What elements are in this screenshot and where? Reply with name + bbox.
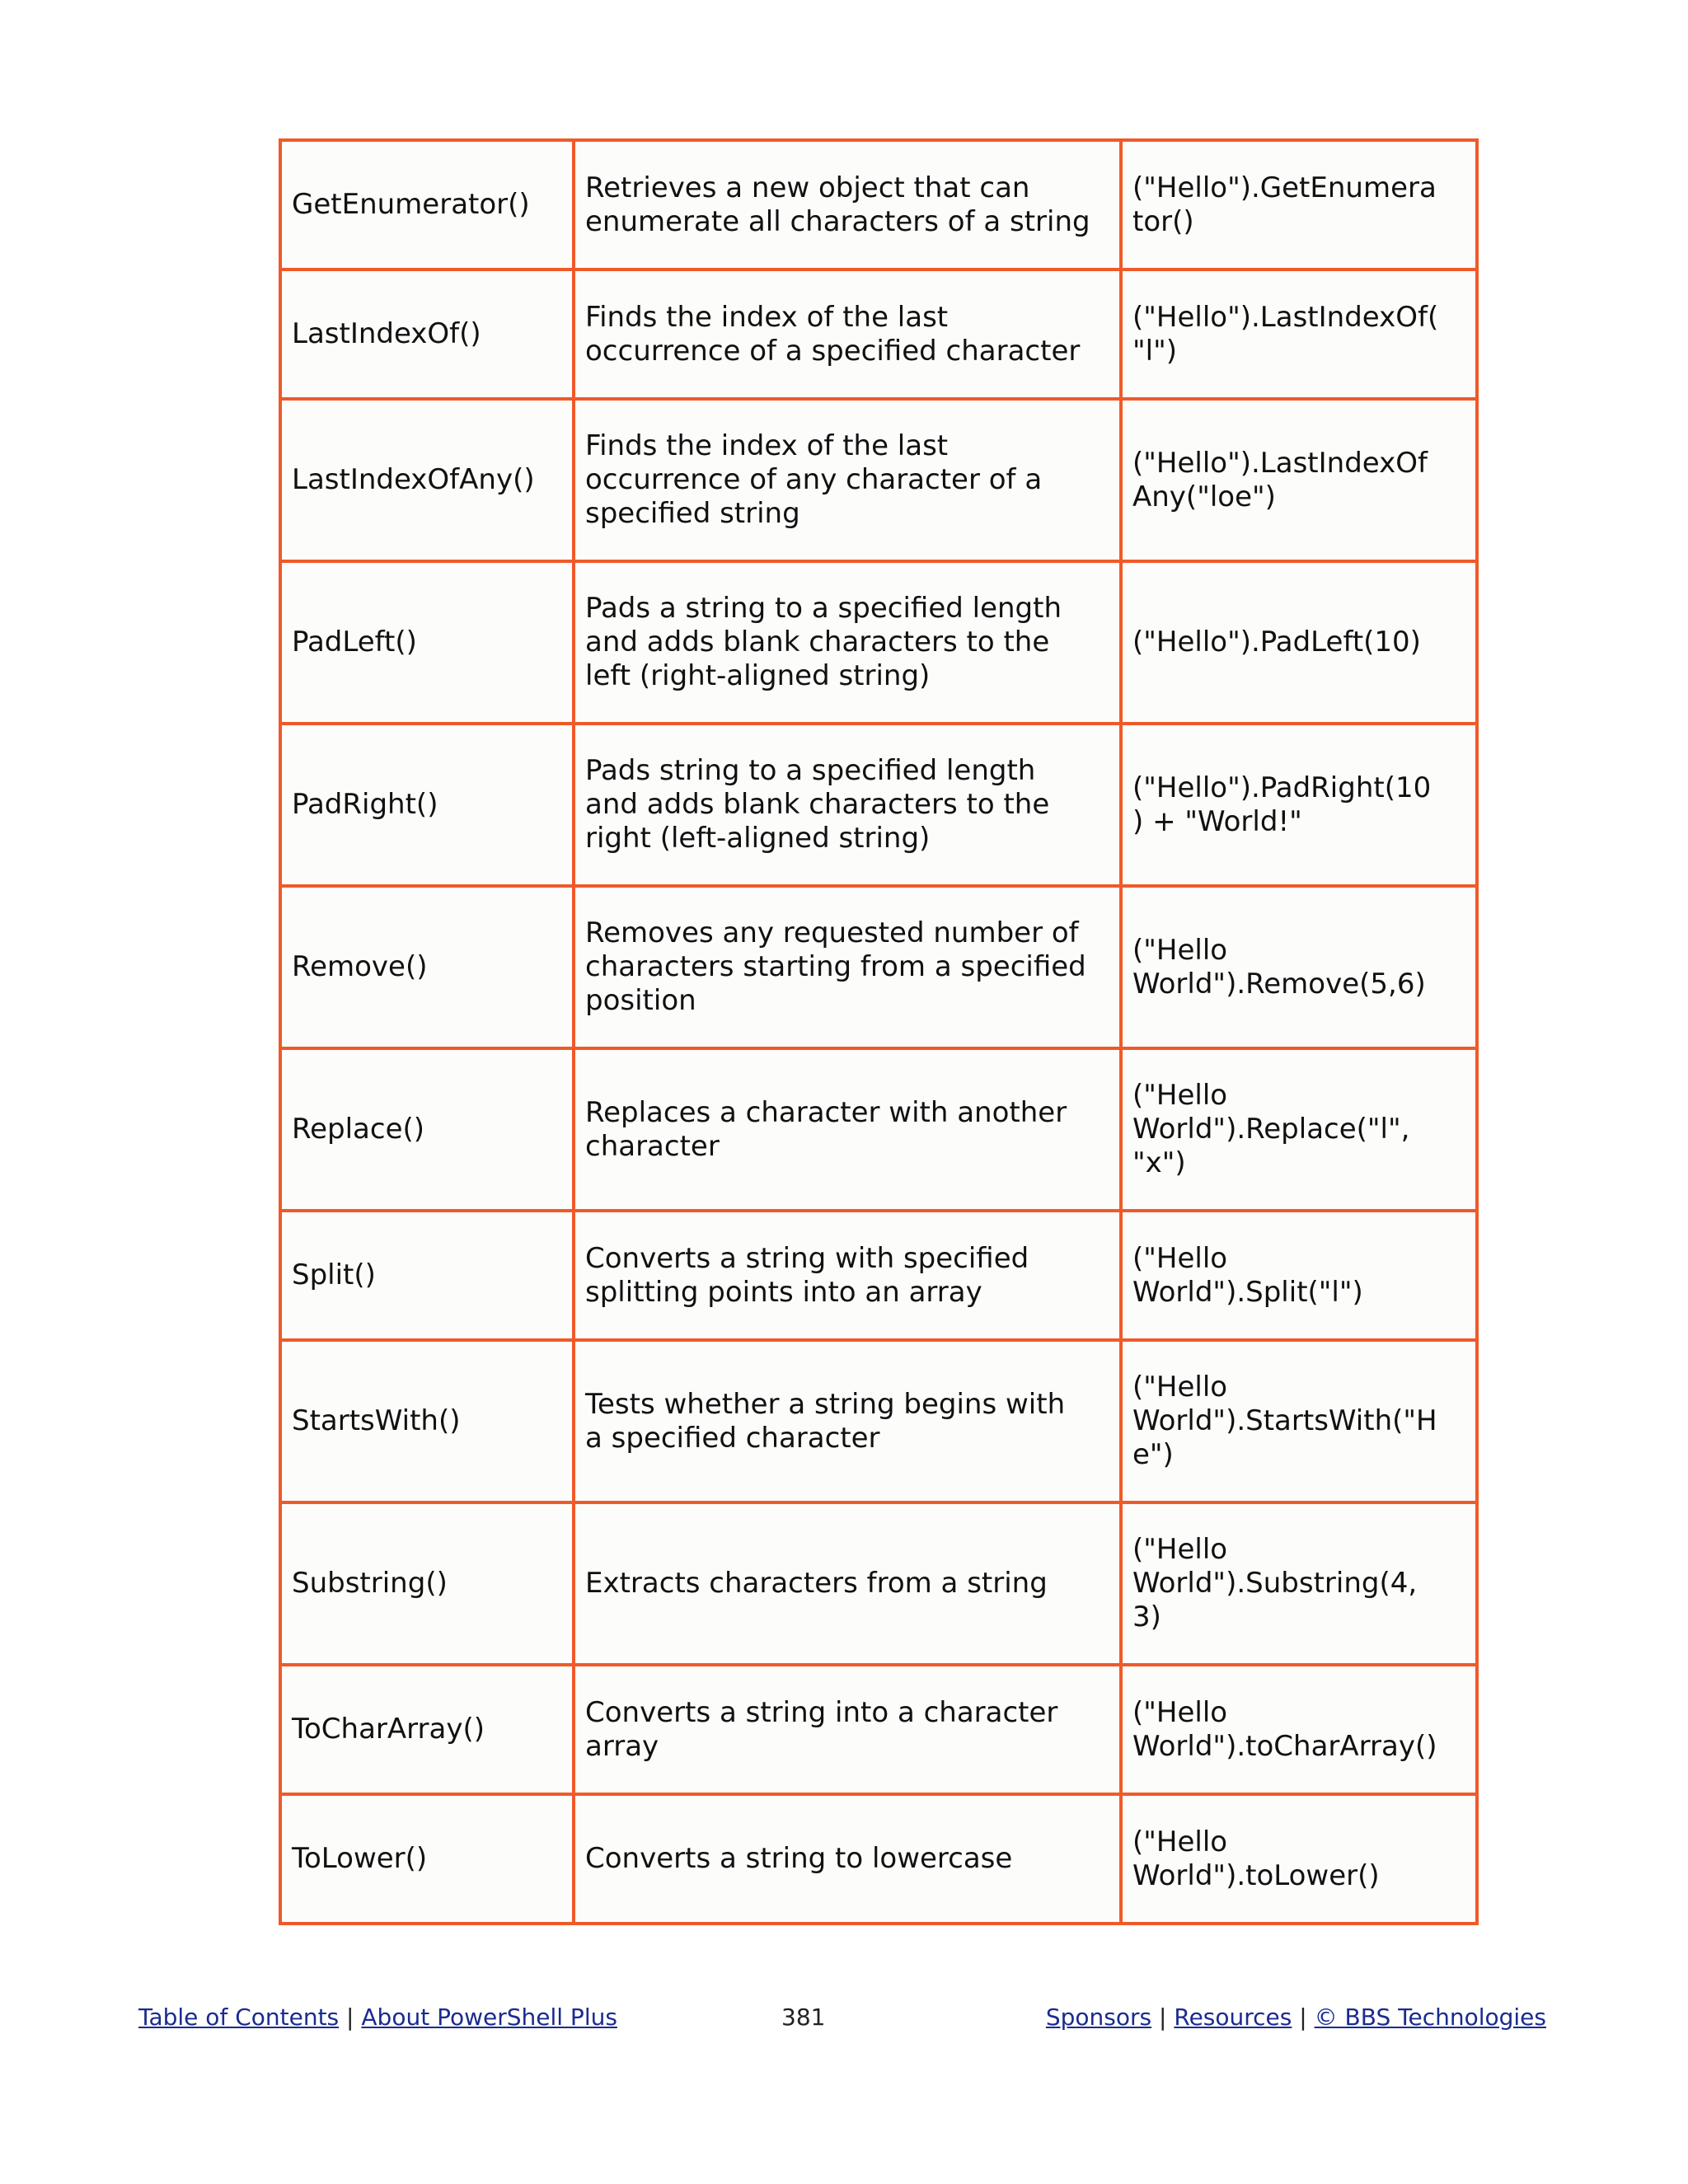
- table-of-contents-link[interactable]: Table of Contents: [138, 2004, 340, 2031]
- sponsors-link[interactable]: Sponsors: [1045, 2004, 1152, 2031]
- example-code-cell: ("Hello World").StartsWith("H e"): [1121, 1340, 1477, 1502]
- method-name-cell: ToLower(): [280, 1794, 574, 1924]
- method-name-cell: GetEnumerator(): [280, 140, 574, 269]
- table-row: [280, 140, 1477, 269]
- description-cell: Converts a string with specified splitting points into an array: [574, 1211, 1121, 1340]
- table-row: [280, 269, 1477, 399]
- bbs-technologies-link[interactable]: © BBS Technologies: [1314, 2004, 1546, 2031]
- example-code-cell: ("Hello World").toLower(): [1121, 1794, 1477, 1924]
- footer-left-links: [138, 1999, 617, 2036]
- example-code-cell: ("Hello").PadRight(10 ) + "World!": [1121, 724, 1477, 886]
- description-cell: Tests whether a string begins with a specified character: [574, 1340, 1121, 1502]
- example-code-cell: ("Hello World").Remove(5,6): [1121, 886, 1477, 1048]
- method-name-cell: ToCharArray(): [280, 1665, 574, 1794]
- footer-separator: |: [1159, 2004, 1167, 2031]
- example-code-cell: ("Hello World").Substring(4, 3): [1121, 1502, 1477, 1665]
- description-cell: Pads string to a specified length and adds blank characters to the right (left-aligned string): [574, 724, 1121, 886]
- description-cell: Replaces a character with another character: [574, 1048, 1121, 1211]
- table-row: [280, 1502, 1477, 1665]
- description-cell: Finds the index of the last occurrence of a specified character: [574, 269, 1121, 399]
- method-name-cell: PadLeft(): [280, 561, 574, 724]
- table-row: [280, 1340, 1477, 1502]
- method-name-cell: LastIndexOfAny(): [280, 399, 574, 561]
- resources-link[interactable]: Resources: [1174, 2004, 1292, 2031]
- footer-separator: |: [1299, 2004, 1307, 2031]
- example-code-cell: ("Hello").LastIndexOf Any("loe"): [1121, 399, 1477, 561]
- table-row: [280, 724, 1477, 886]
- example-code-cell: ("Hello").GetEnumera tor(): [1121, 140, 1477, 269]
- about-powershell-plus-link[interactable]: About PowerShell Plus: [361, 2004, 617, 2031]
- method-name-cell: LastIndexOf(): [280, 269, 574, 399]
- description-cell: Converts a string to lowercase: [574, 1794, 1121, 1924]
- table-row: [280, 1794, 1477, 1924]
- example-code-cell: ("Hello World").Split("l"): [1121, 1211, 1477, 1340]
- description-cell: Converts a string into a character array: [574, 1665, 1121, 1794]
- table-row: [280, 1048, 1477, 1211]
- description-cell: Extracts characters from a string: [574, 1502, 1121, 1665]
- table-row: [280, 1211, 1477, 1340]
- description-cell: Finds the index of the last occurrence of any character of a specified string: [574, 399, 1121, 561]
- description-cell: Pads a string to a specified length and adds blank characters to the left (right-aligned string): [574, 561, 1121, 724]
- description-cell: Retrieves a new object that can enumerate all characters of a string: [574, 140, 1121, 269]
- example-code-cell: ("Hello").LastIndexOf( "l"): [1121, 269, 1477, 399]
- method-name-cell: Substring(): [280, 1502, 574, 1665]
- page-number: 381: [781, 2004, 826, 2031]
- footer-separator: |: [346, 2004, 354, 2031]
- footer-right-links: [1046, 1999, 1546, 2036]
- example-code-cell: ("Hello World").Replace("l", "x"): [1121, 1048, 1477, 1211]
- method-name-cell: PadRight(): [280, 724, 574, 886]
- table-body: [280, 140, 1477, 1924]
- method-name-cell: StartsWith(): [280, 1340, 574, 1502]
- table-row: [280, 561, 1477, 724]
- method-name-cell: Replace(): [280, 1048, 574, 1211]
- table-row: [280, 886, 1477, 1048]
- method-name-cell: Split(): [280, 1211, 574, 1340]
- table-row: [280, 1665, 1477, 1794]
- example-code-cell: ("Hello World").toCharArray(): [1121, 1665, 1477, 1794]
- string-methods-table: [279, 138, 1479, 1925]
- description-cell: Removes any requested number of characters starting from a specified position: [574, 886, 1121, 1048]
- table-row: [280, 399, 1477, 561]
- example-code-cell: ("Hello").PadLeft(10): [1121, 561, 1477, 724]
- page-footer: [0, 1999, 1688, 2036]
- method-name-cell: Remove(): [280, 886, 574, 1048]
